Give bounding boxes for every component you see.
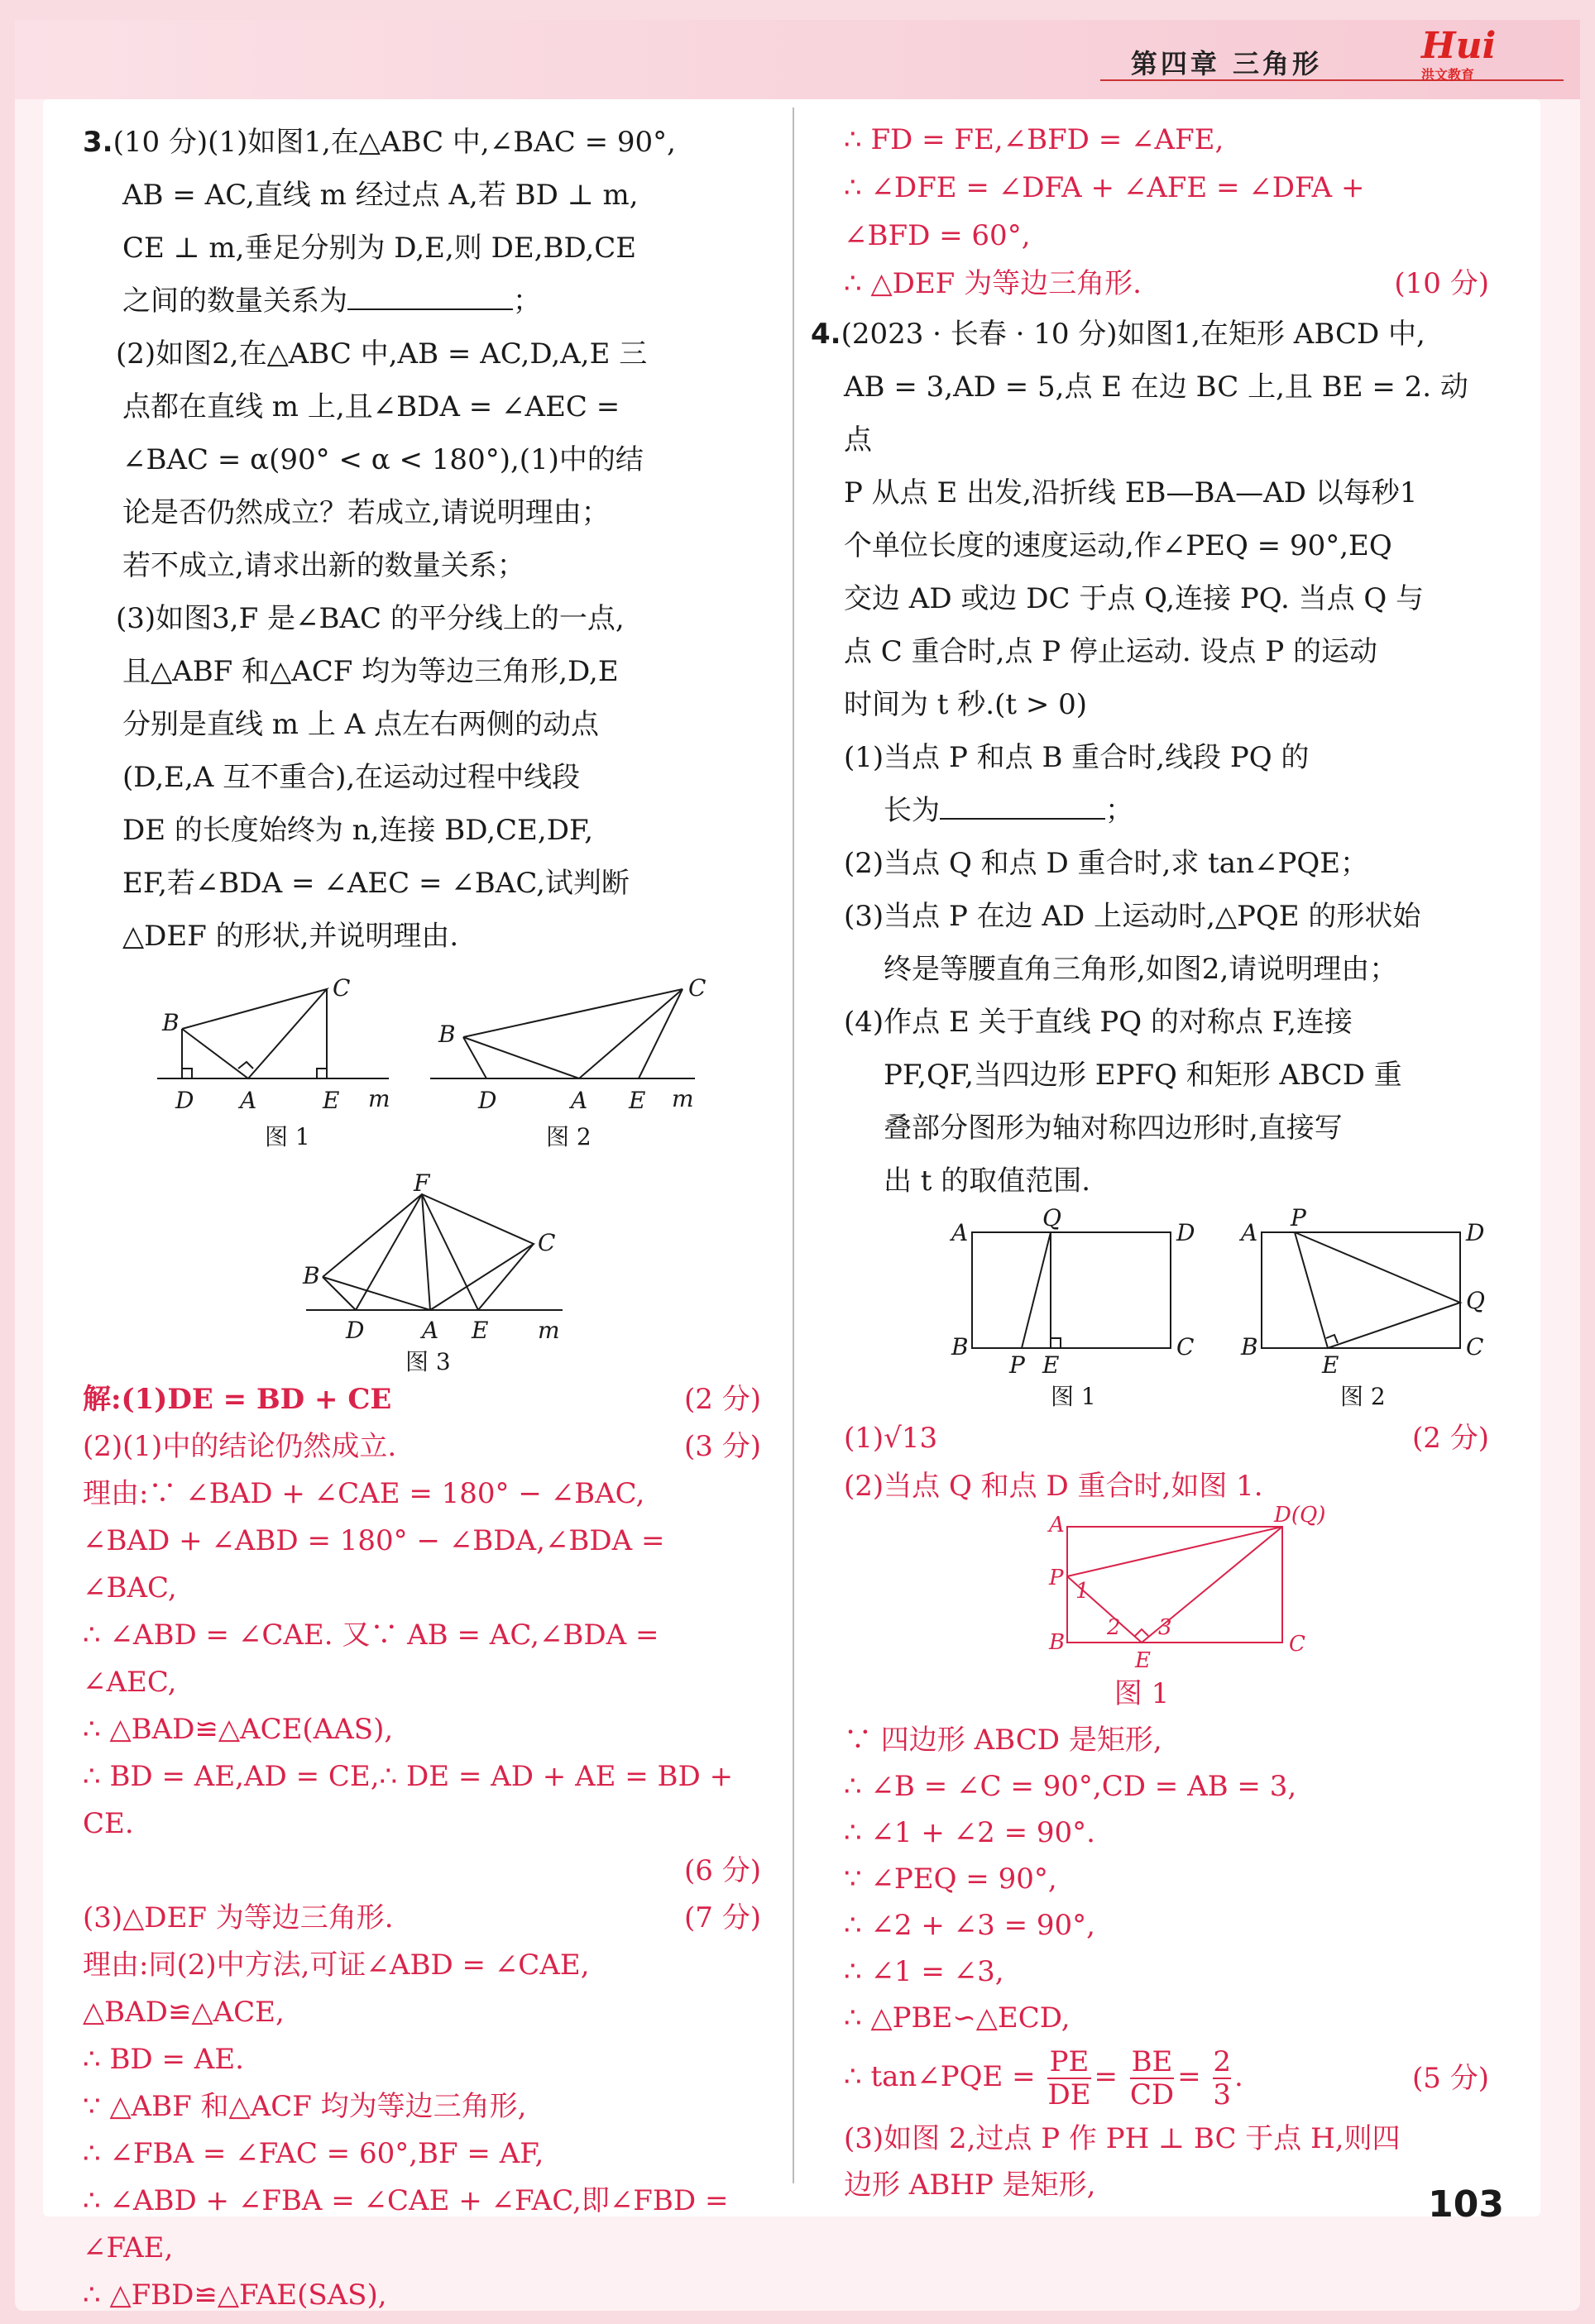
solution-line: ∴ FD = FE,∠BFD = ∠AFE, bbox=[844, 123, 1224, 156]
tan-formula-line: ∴ tan∠PQE = $\frac{PE}{DE}$ = $\frac{BE}{CD}$ = $\frac{2}{3}$ . (5 分) bbox=[844, 2045, 1489, 2111]
score: (2 分) bbox=[1412, 1422, 1489, 1455]
label-e: E bbox=[1135, 1648, 1151, 1673]
figure-2 bbox=[430, 989, 695, 1078]
solution-line: ∴ ∠2 + ∠3 = 90°, bbox=[844, 1909, 1095, 1942]
figure-3-labels bbox=[302, 1169, 560, 1375]
segment-pq bbox=[1022, 1232, 1051, 1348]
q3-solution-continued bbox=[844, 116, 1489, 308]
label-a: A bbox=[422, 1317, 439, 1344]
label-angle-1: 1 bbox=[1075, 1579, 1090, 1604]
q3-part3-line: (D,E,A 互不重合),在运动过程中线段 bbox=[122, 761, 581, 794]
score: (2 分) bbox=[684, 1383, 761, 1416]
q3-line: 之间的数量关系为 bbox=[122, 285, 347, 318]
q4-figures-1-2 bbox=[844, 1204, 1489, 1414]
label-a: A bbox=[240, 1087, 257, 1114]
answer-blank[interactable] bbox=[940, 785, 1105, 820]
q4-sub4-line: 叠部分图形为轴对称四边形时,直接写 bbox=[884, 1112, 1343, 1145]
q3-part3-line: DE 的长度始终为 n,连接 BD,CE,DF, bbox=[122, 814, 594, 847]
score: (7 分) bbox=[684, 1901, 761, 1934]
fraction-be-cd: $\frac{BE}{CD}$ bbox=[1129, 2045, 1175, 2111]
solution-line: ∴ BD = AE,AD = CE,∴ DE = AD + AE = BD + CE. bbox=[83, 1760, 734, 1840]
rectangle-abcd bbox=[1067, 1527, 1282, 1643]
label-e: E bbox=[629, 1087, 646, 1114]
right-angle-e bbox=[1135, 1629, 1148, 1636]
publisher-logo bbox=[1421, 25, 1512, 83]
segment-fe bbox=[422, 1194, 478, 1310]
q4-line: P 从点 E 出发,沿折线 EB—BA—AD 以每秒1 bbox=[844, 476, 1418, 509]
label-angle-3: 3 bbox=[1158, 1615, 1172, 1640]
label-m: m bbox=[368, 1085, 390, 1112]
label-b: B bbox=[303, 1262, 320, 1289]
label-f: F bbox=[414, 1169, 430, 1197]
label-a: A bbox=[1241, 1219, 1258, 1246]
q4-line: 交边 AD 或边 DC 于点 Q,连接 PQ. 当点 Q 与 bbox=[844, 582, 1425, 615]
label-c: C bbox=[333, 974, 351, 1002]
label-dq: D(Q) bbox=[1274, 1503, 1326, 1528]
q4-solution-figure-caption: 图 1 bbox=[1114, 1677, 1170, 1710]
solution-line: (2)(1)中的结论仍然成立. (3 分) bbox=[83, 1423, 761, 1470]
label-d: D bbox=[1466, 1219, 1485, 1246]
q3-line: CE ⊥ m,垂足分别为 D,E,则 DE,BD,CE bbox=[122, 232, 637, 265]
q3-part3-line: △DEF 的形状,并说明理由. bbox=[122, 920, 459, 953]
solution-line: ∴ ∠1 = ∠3, bbox=[844, 1955, 1004, 1988]
figure-1 bbox=[157, 989, 389, 1078]
fraction-pe-de: $\frac{PE}{DE}$ bbox=[1047, 2045, 1091, 2111]
right-column bbox=[811, 116, 1489, 2208]
q4-sub4-line: (4)作点 E 关于直线 PQ 的对称点 F,连接 bbox=[844, 1006, 1353, 1039]
q3-part2-line: 论是否仍然成立？若成立,请说明理由； bbox=[122, 496, 610, 529]
solution-line: ∵ 四边形 ABCD 是矩形, bbox=[844, 1724, 1162, 1757]
label-c: C bbox=[538, 1229, 556, 1256]
q4-solution-steps bbox=[844, 1717, 1489, 2208]
right-angle-a bbox=[238, 1062, 253, 1069]
solution-line: ∴ ∠1 + ∠2 = 90°. bbox=[844, 1816, 1095, 1849]
label-p: P bbox=[1009, 1351, 1025, 1379]
q4-figure-1-caption: 图 1 bbox=[1051, 1383, 1096, 1410]
solution-line: ∴ ∠DFE = ∠DFA + ∠AFE = ∠DFA + bbox=[844, 171, 1365, 204]
label-c: C bbox=[1466, 1333, 1484, 1360]
solution-line: 理由:∵ ∠BAD + ∠CAE = 180° − ∠BAC, bbox=[83, 1477, 645, 1510]
label-e: E bbox=[323, 1087, 340, 1114]
label-b: B bbox=[162, 1009, 180, 1036]
q3-part2-line: ∠BAC = α(90° < α < 180°),(1)中的结 bbox=[122, 443, 644, 476]
q4-line: 点 C 重合时,点 P 停止运动. 设点 P 的运动 bbox=[844, 635, 1378, 668]
label-a: A bbox=[1049, 1513, 1065, 1537]
label-e: E bbox=[1042, 1351, 1060, 1379]
q4-figure-2-caption: 图 2 bbox=[1340, 1383, 1386, 1410]
logo-text: 洪文教育 bbox=[1421, 67, 1475, 83]
solution-line: 边形 ABHP 是矩形, bbox=[844, 2169, 1096, 2202]
q3-solution bbox=[83, 1376, 761, 2319]
punctuation: ； bbox=[1105, 794, 1133, 827]
right-angle-e bbox=[1051, 1338, 1061, 1348]
q3-part3-line: EF,若∠BDA = ∠AEC = ∠BAC,试判断 bbox=[122, 867, 630, 900]
segment-fd bbox=[356, 1194, 422, 1310]
label-c: C bbox=[688, 974, 706, 1002]
label-p: P bbox=[1049, 1566, 1064, 1590]
q3-figure-3 bbox=[83, 1169, 761, 1376]
tan-prefix: ∴ tan∠PQE = bbox=[844, 2060, 1036, 2093]
q4-sub4-line: PF,QF,当四边形 EPFQ 和矩形 ABCD 重 bbox=[884, 1059, 1402, 1092]
label-m: m bbox=[538, 1317, 560, 1344]
triangle-abc bbox=[182, 989, 327, 1078]
label-p: P bbox=[1291, 1204, 1306, 1231]
label-b: B bbox=[951, 1333, 969, 1360]
q4-sub1-line: (1)当点 P 和点 B 重合时,线段 PQ 的 bbox=[844, 741, 1310, 774]
solution-line: ∴ BD = AE. bbox=[83, 2043, 244, 2076]
solution-figure-shapes bbox=[1067, 1527, 1282, 1643]
solution-line: ∴ ∠FBA = ∠FAC = 60°,BF = AF, bbox=[83, 2137, 544, 2170]
label-m: m bbox=[672, 1085, 694, 1112]
q4-sub4-line: 出 t 的取值范围. bbox=[884, 1164, 1091, 1198]
solution-line: (3)△DEF 为等边三角形. (7 分) bbox=[83, 1895, 761, 1942]
left-column bbox=[83, 116, 761, 2319]
header-band bbox=[15, 20, 1580, 99]
solution-line: ∵ △ABF 和△ACF 均为等边三角形, bbox=[83, 2090, 527, 2123]
right-angle-e bbox=[1326, 1335, 1338, 1343]
triangle-abc bbox=[463, 989, 683, 1078]
q3-line: (10 分)(1)如图1,在△ABC 中,∠BAC = 90°, bbox=[113, 126, 676, 159]
score: (5 分) bbox=[1412, 2062, 1489, 2095]
label-e: E bbox=[472, 1317, 489, 1344]
label-q: Q bbox=[1042, 1204, 1061, 1231]
q4-line: 个单位长度的速度运动,作∠PEQ = 90°,EQ bbox=[844, 529, 1392, 562]
q3-part3-line: 且△ABF 和△ACF 均为等边三角形,D,E bbox=[122, 655, 619, 688]
answer-blank[interactable] bbox=[347, 275, 513, 310]
score: (6 分) bbox=[684, 1854, 761, 1887]
solution-line: ∠AEC, bbox=[83, 1666, 177, 1699]
label-d: D bbox=[1176, 1219, 1195, 1246]
solution-line: ∴ △FBD≌△FAE(SAS), bbox=[83, 2279, 387, 2312]
label-d: D bbox=[175, 1087, 194, 1114]
solution-figure-labels bbox=[1047, 1503, 1325, 1673]
logo-mark: Hui bbox=[1421, 25, 1497, 67]
solution-line: 理由:同(2)中方法,可证∠ABD = ∠CAE, bbox=[83, 1949, 590, 1982]
triangle-pqe bbox=[1295, 1232, 1460, 1348]
segment-ce bbox=[478, 1244, 534, 1310]
rectangle-abcd bbox=[972, 1232, 1171, 1348]
q4-sub3-line: 终是等腰直角三角形,如图2,请说明理由； bbox=[884, 953, 1398, 986]
solution-line: ∴ △PBE∽△ECD, bbox=[844, 2001, 1071, 2035]
figure-3 bbox=[306, 1194, 563, 1310]
question-3 bbox=[83, 116, 761, 963]
label-a: A bbox=[571, 1087, 588, 1114]
figure-3-caption: 图 3 bbox=[405, 1348, 451, 1375]
label-e: E bbox=[1322, 1351, 1339, 1379]
q3-figures-1-2 bbox=[83, 971, 761, 1186]
q3-part2-line: 若不成立,请求出新的数量关系； bbox=[122, 549, 525, 582]
label-b: B bbox=[1241, 1333, 1258, 1360]
q4-line: 时间为 t 秒.(t > 0) bbox=[844, 688, 1088, 721]
q3-part3-line: (3)如图3,F 是∠BAC 的平分线上的一点, bbox=[116, 602, 625, 635]
right-angle-d bbox=[182, 1069, 192, 1078]
label-angle-2: 2 bbox=[1107, 1615, 1121, 1640]
q4-sub3-line: (3)当点 P 在边 AD 上运动时,△PQE 的形状始 bbox=[844, 900, 1421, 933]
q3-line: AB = AC,直线 m 经过点 A,若 BD ⊥ m, bbox=[122, 179, 639, 212]
solution-line bbox=[83, 1848, 761, 1895]
label-q: Q bbox=[1466, 1287, 1485, 1314]
q4-solution-figure bbox=[844, 1503, 1489, 1676]
triangle-peq bbox=[1067, 1527, 1282, 1643]
solution-line: ∴ △BAD≌△ACE(AAS), bbox=[83, 1713, 394, 1746]
q3-part2-line: (2)如图2,在△ABC 中,AB = AC,D,A,E 三 bbox=[116, 337, 648, 371]
q4-sub1-line: 长为 bbox=[884, 794, 940, 827]
solution-line: ∴ ∠B = ∠C = 90°,CD = AB = 3, bbox=[844, 1770, 1297, 1803]
figure-2-caption: 图 2 bbox=[546, 1123, 592, 1150]
label-c: C bbox=[1176, 1333, 1195, 1360]
q4-line: AB = 3,AD = 5,点 E 在边 BC 上,且 BE = 2. 动点 bbox=[844, 371, 1468, 457]
column-divider bbox=[793, 108, 794, 2183]
q4-sub2-line: (2)当点 Q 和点 D 重合时,求 tan∠PQE； bbox=[844, 847, 1369, 880]
segment-ce bbox=[639, 989, 683, 1078]
label-c: C bbox=[1289, 1632, 1305, 1657]
solution-line: △BAD≌△ACE, bbox=[83, 1996, 285, 2029]
solution-line: ∴ △DEF 为等边三角形. (10 分) bbox=[844, 260, 1489, 308]
solution-line: ∠FAE, bbox=[83, 2231, 174, 2264]
question-number: 3. bbox=[83, 126, 113, 159]
label-b: B bbox=[438, 1021, 456, 1048]
solution-line: ∠BAD + ∠ABD = 180° − ∠BDA,∠BDA = ∠BAC, bbox=[83, 1524, 665, 1604]
solution-line: (2)当点 Q 和点 D 重合时,如图 1. bbox=[844, 1470, 1263, 1503]
figure-1-labels bbox=[161, 974, 390, 1150]
punctuation: ； bbox=[513, 285, 541, 318]
solution-line: 解:(1)DE = BD + CE (2 分) bbox=[83, 1376, 761, 1423]
question-4 bbox=[811, 308, 1489, 1207]
solution-line: ∴ ∠ABD + ∠FBA = ∠CAE + ∠FAC,即∠FBD = bbox=[83, 2184, 729, 2217]
label-b: B bbox=[1049, 1630, 1066, 1655]
fraction-2-3: $\frac{2}{3}$ bbox=[1213, 2045, 1232, 2111]
score: (10 分) bbox=[1394, 267, 1489, 300]
right-angle-e bbox=[317, 1069, 327, 1078]
solution-line: ∴ ∠ABD = ∠CAE. 又∵ AB = AC,∠BDA = bbox=[83, 1619, 659, 1652]
solution-line: (1)√13 (2 分) bbox=[844, 1414, 1489, 1462]
score: (3 分) bbox=[684, 1430, 761, 1463]
page-number: 103 bbox=[1428, 2183, 1504, 2226]
q3-part2-line: 点都在直线 m 上,且∠BDA = ∠AEC = bbox=[122, 390, 620, 423]
q4-figure-2 bbox=[1262, 1232, 1460, 1348]
solution-line: ∠BFD = 60°, bbox=[844, 219, 1031, 252]
solution-line: (3)如图 2,过点 P 作 PH ⊥ BC 于点 H,则四 bbox=[844, 2122, 1401, 2155]
label-a: A bbox=[951, 1219, 969, 1246]
q4-solution bbox=[844, 1414, 1489, 1510]
label-d: D bbox=[478, 1087, 497, 1114]
q4-figure-1 bbox=[972, 1232, 1171, 1348]
q4-figure-1-labels bbox=[949, 1204, 1195, 1410]
question-number: 4. bbox=[811, 318, 841, 351]
q4-line: (2023 · 长春 · 10 分)如图1,在矩形 ABCD 中, bbox=[841, 318, 1425, 351]
figure-1-caption: 图 1 bbox=[265, 1123, 310, 1150]
segment-fa bbox=[422, 1194, 430, 1310]
chapter-title: 第四章 三角形 bbox=[1130, 48, 1322, 79]
q3-part3-line: 分别是直线 m 上 A 点左右两侧的动点 bbox=[122, 708, 600, 741]
label-d: D bbox=[346, 1317, 365, 1344]
solution-line: ∵ ∠PEQ = 90°, bbox=[844, 1863, 1057, 1896]
